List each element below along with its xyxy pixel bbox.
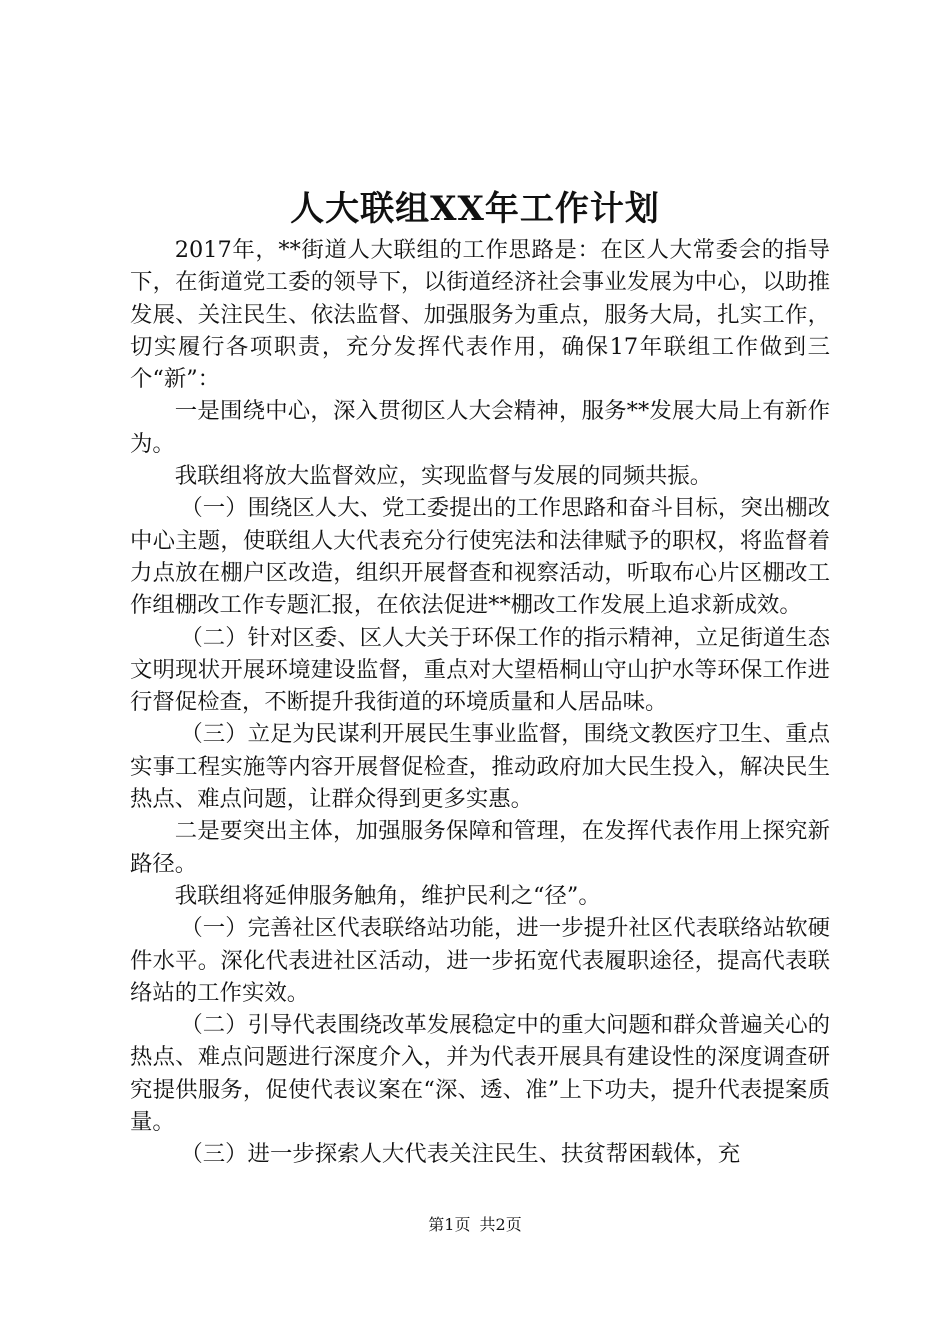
paragraph-point-one: 一是围绕中心，深入贯彻区人大会精神，服务**发展大局上有新作为。 <box>130 398 830 457</box>
paragraph-point-one-item-3: （三）立足为民谋利开展民生事业监督，围绕文教医疗卫生、重点实事工程实施等内容开展督促检查，推动政府加大民生投入，解决民生热点、难点问题，让群众得到更多实惠。 <box>130 721 830 813</box>
paragraph-point-two: 二是要突出主体，加强服务保障和管理，在发挥代表作用上探究新路径。 <box>130 818 830 877</box>
paragraph-point-two-item-1: （一）完善社区代表联络站功能，进一步提升社区代表联络站软硬件水平。深化代表进社区活动，进一步拓宽代表履职途径，提高代表联络站的工作实效。 <box>130 915 830 1006</box>
paragraph-point-two-summary: 我联组将延伸服务触角，维护民利之“径”。 <box>174 882 601 909</box>
paragraph-point-two-item-3: （三）进一步探索人大代表关注民生、扶贫帮困载体，充 <box>180 1141 741 1168</box>
paragraph-intro: 2017年，**街道人大联组的工作思路是：在区人大常委会的指导下，在街道党工委的领导下，以街道经济社会事业发展为中心，以助推发展、关注民生、依法监督、加强服务为重点，服务大局，扎实工作，切实履行各项职责，充分发挥代表作用，确保17年联组工作做到三个“新”： <box>130 237 830 393</box>
paragraph-point-two-item-2: （二）引导代表围绕改革发展稳定中的重大问题和群众普遍关心的热点、难点问题进行深度介入，并为代表开展具有建设性的深度调查研究提供服务，促使代表议案在“深、透、准”上下功夫，提升代表提案质量。 <box>130 1012 830 1136</box>
page-total: 共2页 <box>479 1215 522 1234</box>
page-footer <box>0 1214 950 1236</box>
document-title: 人大联组XX年工作计划 <box>290 189 660 229</box>
paragraph-point-one-summary: 我联组将放大监督效应，实现监督与发展的同频共振。 <box>174 463 713 490</box>
page-number: 第1页 <box>428 1215 471 1234</box>
paragraph-point-one-item-2: （二）针对区委、区人大关于环保工作的指示精神，立足街道生态文明现状开展环境建设监督，重点对大望梧桐山守山护水等环保工作进行督促检查，不断提升我街道的环境质量和人居品味。 <box>130 624 830 716</box>
document-body <box>130 234 830 1171</box>
paragraph-point-one-item-1: （一）围绕区人大、党工委提出的工作思路和奋斗目标，突出棚改中心主题，使联组人大代表充分行使宪法和法律赋予的职权，将监督着力点放在棚户区改造，组织开展督查和视察活动，听取布心片区棚改工作组棚改工作专题汇报，在依法促进**棚改工作发展上追求新成效。 <box>130 495 830 619</box>
